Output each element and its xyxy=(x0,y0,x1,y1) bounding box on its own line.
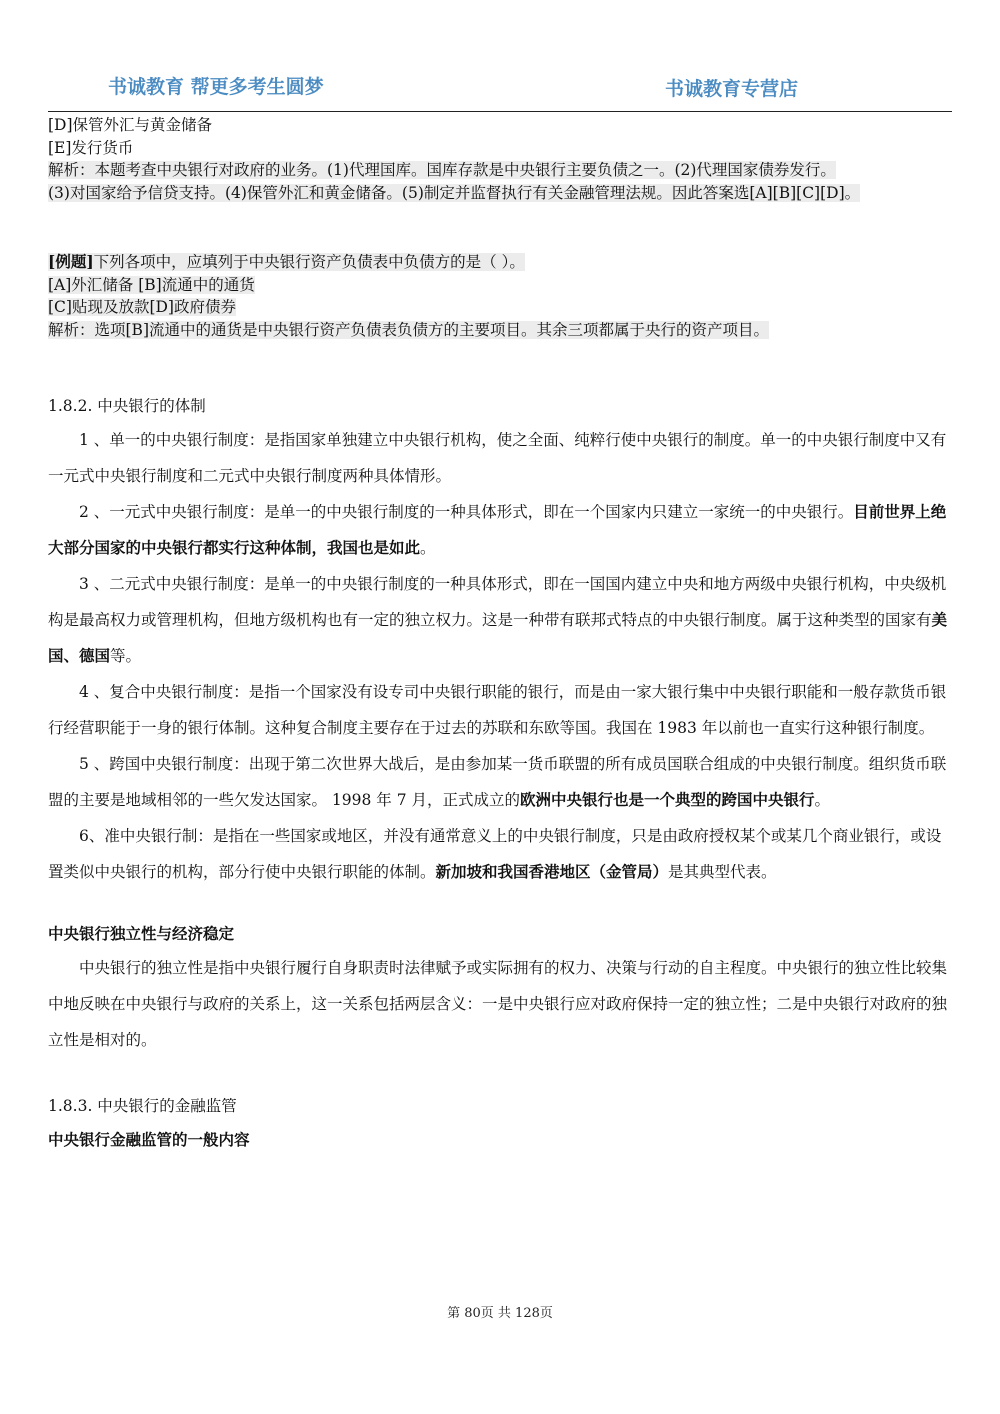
paragraph-composite xyxy=(48,674,954,746)
paragraph-transnational xyxy=(48,746,954,818)
paragraph-single-tier-emphasis: 目前世界上绝大部分国家的中央银行都实行这种体制，我国也是如此 xyxy=(48,502,947,557)
paragraph-dual-tier-end: 等。 xyxy=(110,647,142,665)
header-divider xyxy=(48,111,952,112)
paragraph-single-tier-text: 2 、一元式中央银行制度：是单一的中央银行制度的一种具体形式，即在一个国家内只建立一家统一的中央银行。 xyxy=(79,503,854,521)
paragraph-dual-tier xyxy=(48,566,954,674)
paragraph-single-tier xyxy=(48,494,954,566)
paragraph-independence xyxy=(48,950,954,1058)
section-title-1-8-2: 1.8.2. 中央银行的体制 xyxy=(48,397,206,415)
section-subtitle-supervision: 中央银行金融监管的一般内容 xyxy=(48,1130,250,1149)
paragraph-transnational-text: 5 、跨国中央银行制度：出现于第二次世界大战后，是由参加某一货币联盟的所有成员国联合组成的中央银行制度。组织货币联盟的主要是地域相邻的一些欠发达国家。 1998 年 7 月，正式成立的 xyxy=(48,755,947,809)
option-e-line: [E]发行货币 xyxy=(48,138,134,157)
paragraph-transnational-end: 。 xyxy=(814,791,831,809)
example-question: 下列各项中，应填列于中央银行资产负债表中负债方的是（ ）。 xyxy=(93,253,525,271)
paragraph-composite-text: 4 、复合中央银行制度：是指一个国家没有设专司中央银行职能的银行，而是由一家大银行集中中央银行职能和一般存款货币银行经营职能于一身的银行体制。这种复合制度主要存在于过去的苏联和东欧等国。我国在 1983 年以前也一直实行这种银行制度。 xyxy=(48,683,947,737)
page-header xyxy=(0,0,1000,115)
paragraph-independence-text: 中央银行的独立性是指中央银行履行自身职责时法律赋予或实际拥有的权力、决策与行动的自主程度。中央银行的独立性比较集中地反映在中央银行与政府的关系上，这一关系包括两层含义：一是中央银行应对政府保持一定的独立性；二是中央银行对政府的独立性是相对的。 xyxy=(48,959,948,1049)
paragraph-transnational-emphasis: 欧洲中央银行也是一个典型的跨国中央银行 xyxy=(520,790,815,809)
paragraph-quasi-end: 是其典型代表。 xyxy=(668,863,777,881)
example-options-1: [A]外汇储备 [B]流通中的通货 xyxy=(48,275,255,294)
paragraph-quasi xyxy=(48,818,954,890)
paragraph-quasi-emphasis: 新加坡和我国香港地区（金管局） xyxy=(435,862,669,881)
header-store-name: 书诚教育专营店 xyxy=(665,78,799,100)
page-number: 第 80页 共 128页 xyxy=(447,1306,553,1321)
page-body xyxy=(48,114,954,1152)
section-title-independence: 中央银行独立性与经济稳定 xyxy=(48,924,235,943)
paragraph-unitary xyxy=(48,422,954,494)
example-options-2: [C]贴现及放款[D]政府债券 xyxy=(48,298,236,316)
paragraph-dual-tier-emphasis: 美国、德国 xyxy=(48,610,948,665)
section-title-1-8-3: 1.8.3. 中央银行的金融监管 xyxy=(48,1097,237,1115)
option-d-line: [D]保管外汇与黄金储备 xyxy=(48,116,213,134)
analysis-line-1: 解析：本题考查中央银行对政府的业务。(1)代理国库。国库存款是中央银行主要负债之一。(2)代理国家债券发行。 xyxy=(48,161,836,179)
paragraph-dual-tier-text: 3 、二元式中央银行制度：是单一的中央银行制度的一种具体形式，即在一国国内建立中央和地方两级中央银行机构，中央级机构是最高权力或管理机构，但地方级机构也有一定的独立权力。这是一种带有联邦式特点的中央银行制度。属于这种类型的国家有 xyxy=(48,575,947,629)
header-slogan: 书诚教育 帮更多考生圆梦 xyxy=(108,76,324,98)
example-analysis: 解析：选项[B]流通中的通货是中央银行资产负债表负债方的主要项目。其余三项都属于央行的资产项目。 xyxy=(48,320,769,339)
paragraph-quasi-text: 6、准中央银行制：是指在一些国家或地区，并没有通常意义上的中央银行制度，只是由政府授权某个或某几个商业银行，或设置类似中央银行的机构，部分行使中央银行职能的体制。 xyxy=(48,827,942,881)
paragraph-single-tier-end: 。 xyxy=(420,539,436,557)
example-tag: [例题] xyxy=(48,252,94,271)
analysis-line-2: (3)对国家给予信贷支持。(4)保管外汇和黄金储备。(5)制定并监督执行有关金融管理法规。因此答案选[A][B][C][D]。 xyxy=(48,183,861,202)
paragraph-unitary-text: 1 、单一的中央银行制度：是指国家单独建立中央银行机构，使之全面、纯粹行使中央银行的制度。单一的中央银行制度中又有一元式中央银行制度和二元式中央银行制度两种具体情形。 xyxy=(48,431,947,485)
